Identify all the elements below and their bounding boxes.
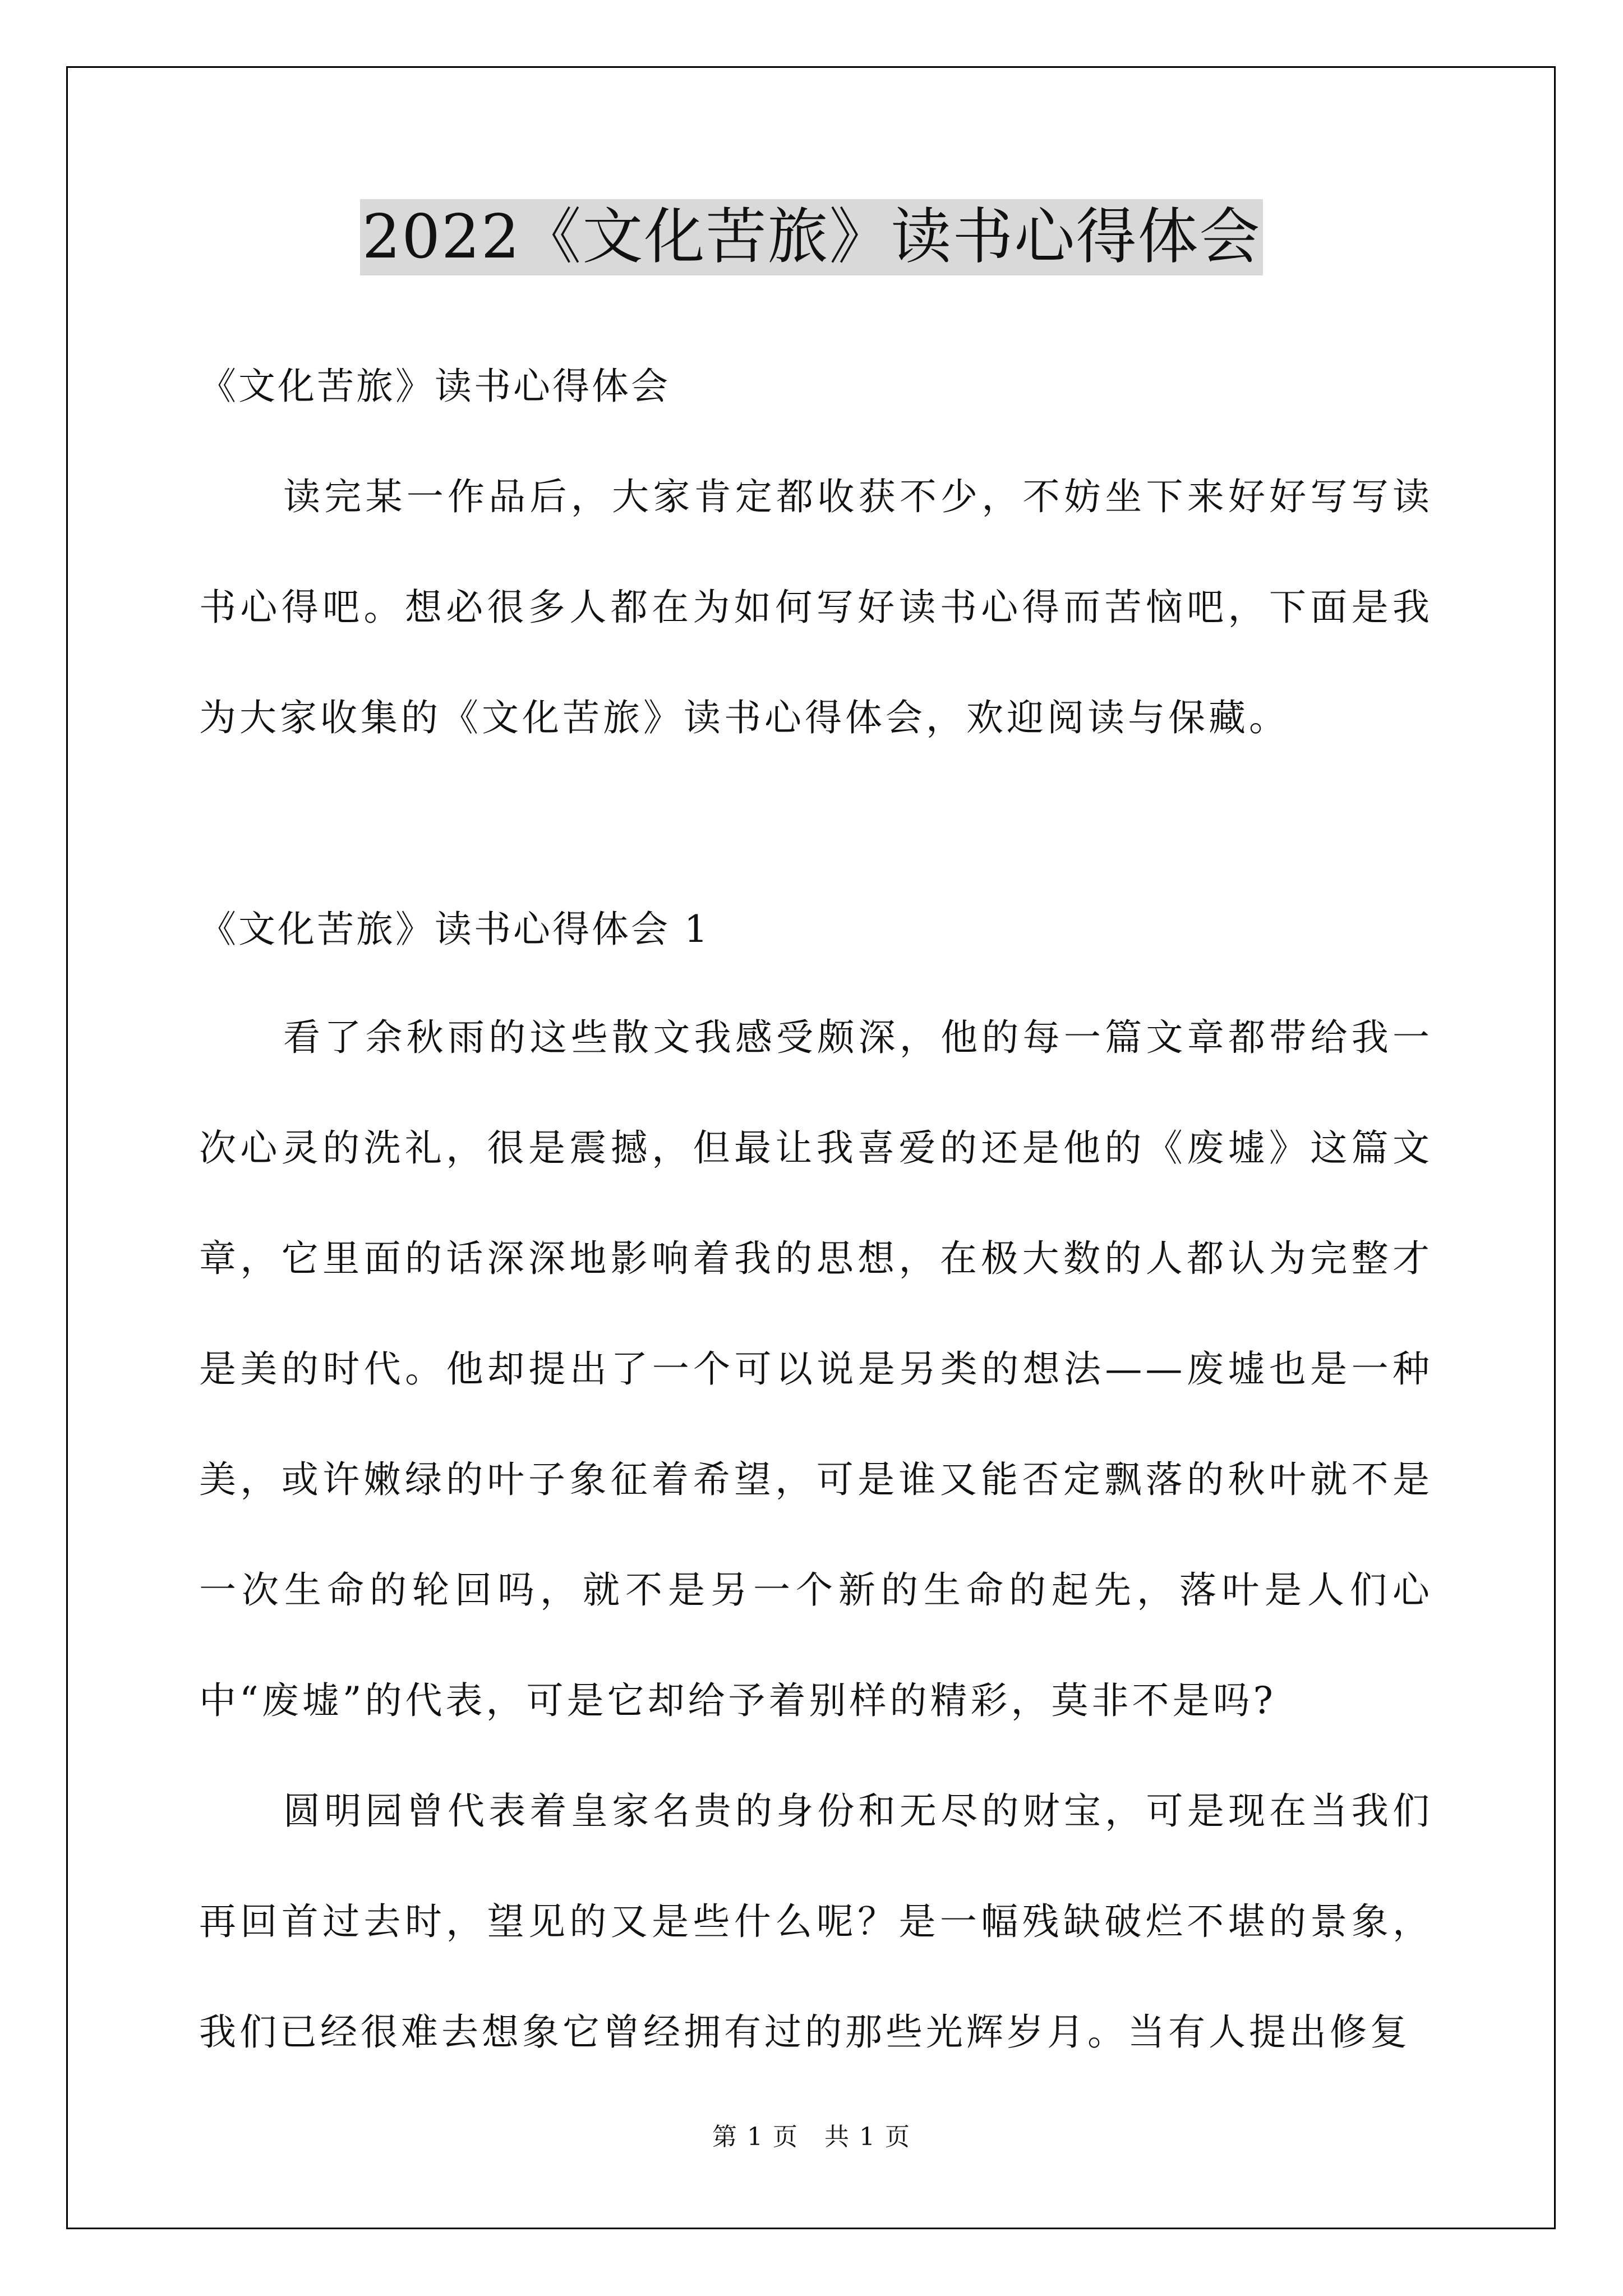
document-title: 2022《文化苦旅》读书心得体会 — [360, 199, 1264, 275]
body-paragraph-2: 圆明园曾代表着皇家名贵的身份和无尽的财宝，可是现在当我们再回首过去时，望见的又是些什么呢？是一幅残缺破烂不堪的景象，我们已经很难去想象它曾经拥有过的那些光辉岁月。当有人提出修复 — [199, 1789, 1433, 2054]
body-paragraph-1: 看了余秋雨的这些散文我感受颇深，他的每一篇文章都带给我一次心灵的洗礼，很是震撼，但最让我喜爱的还是他的《废墟》这篇文章，它里面的话深深地影响着我的思想，在极大数的人都认为完整才是美的时代。他却提出了一个可以说是另类的想法——废墟也是一种美，或许嫩绿的叶子象征着希望，可是谁又能否定飘落的秋叶就不是一次生命的轮回吗，就不是另一个新的生命的起先，落叶是人们心中“废墟”的代表，可是它却给予着别样的精彩，莫非不是吗? — [199, 1016, 1433, 1722]
page-footer: 第 1 页 共 1 页 — [712, 2123, 911, 2151]
title-container — [0, 199, 1623, 275]
document-subtitle: 《文化苦旅》读书心得体会 — [199, 365, 670, 408]
section-heading: 《文化苦旅》读书心得体会 1 — [199, 908, 710, 951]
intro-paragraph: 读完某一作品后，大家肯定都收获不少，不妨坐下来好好写写读书心得吧。想必很多人都在为如何写好读书心得而苦恼吧，下面是我为大家收集的《文化苦旅》读书心得体会，欢迎阅读与保藏。 — [199, 475, 1433, 739]
document-body — [199, 348, 1433, 2087]
